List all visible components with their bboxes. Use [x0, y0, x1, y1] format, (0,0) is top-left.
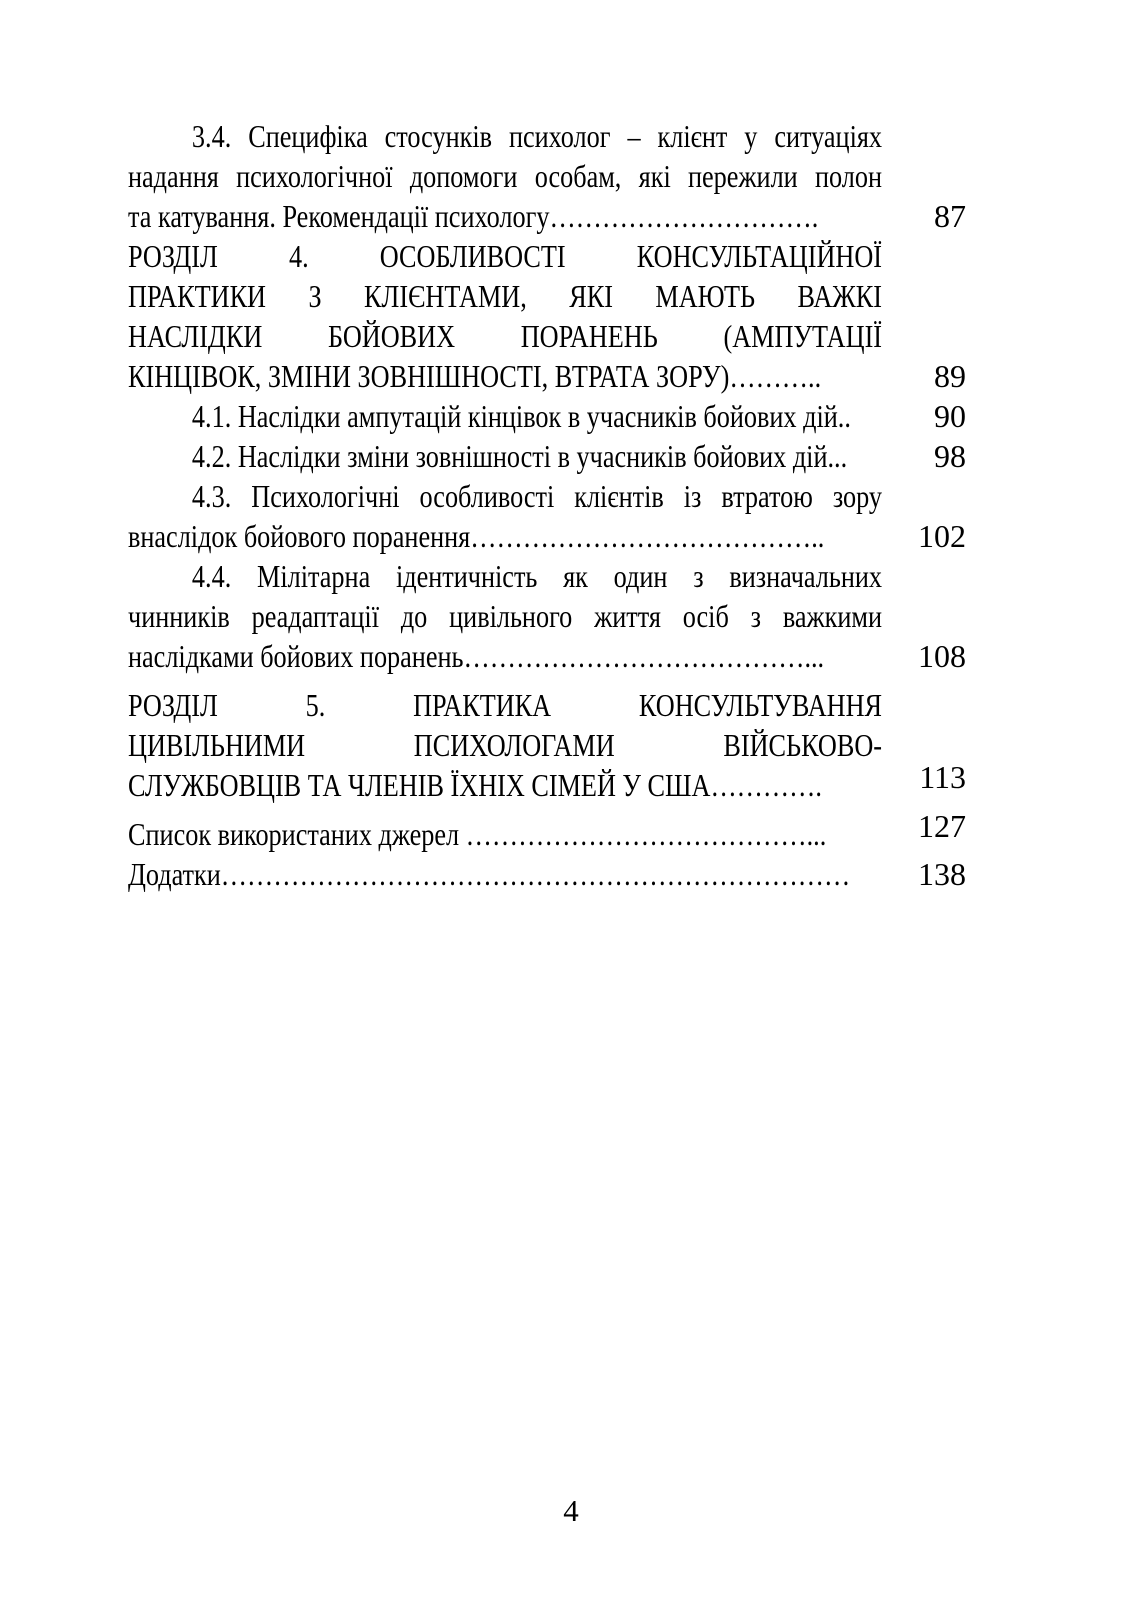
- toc-entry: [128, 396, 966, 436]
- toc-entry-line: 4.1. Наслідки ампутацій кінцівок в учасників бойових дій..: [191, 398, 851, 434]
- toc-entry-line: ПРАКТИКИ З КЛІЄНТАМИ, ЯКІ МАЮТЬ ВАЖКІ: [128, 278, 883, 314]
- toc-entry: [128, 685, 966, 805]
- toc-entry-line: РОЗДІЛ 4. ОСОБЛИВОСТІ КОНСУЛЬТАЦІЙНОЇ: [128, 238, 883, 274]
- toc-entry-line: внаслідок бойового поранення…………………………………..: [128, 518, 825, 554]
- table-of-contents: [128, 116, 966, 894]
- toc-entry-line: КІНЦІВОК, ЗМІНИ ЗОВНІШНОСТІ, ВТРАТА ЗОРУ)………..: [128, 358, 822, 394]
- toc-entry-page-number: 90: [934, 398, 966, 434]
- toc-entry-line: ЦИВІЛЬНИМИ ПСИХОЛОГАМИ ВІЙСЬКОВО-: [128, 727, 883, 763]
- toc-entry-text: [128, 556, 882, 676]
- toc-entry: [128, 556, 966, 676]
- toc-entry-page-number: 127: [918, 808, 966, 844]
- toc-entry: [128, 436, 966, 476]
- toc-entry-line: 3.4. Специфіка стосунків психолог – клієнт у ситуаціях: [191, 118, 883, 154]
- toc-entry-line: РОЗДІЛ 5. ПРАКТИКА КОНСУЛЬТУВАННЯ: [128, 687, 883, 723]
- toc-entry-page-number: 113: [919, 759, 966, 795]
- toc-entry-text: [128, 436, 882, 476]
- toc-entry: [128, 116, 966, 236]
- toc-entry-page-number: 138: [918, 856, 966, 892]
- toc-entry-text: [128, 236, 882, 396]
- toc-entry-page-number: 89: [934, 358, 966, 394]
- toc-entry-line: СЛУЖБОВЦІВ ТА ЧЛЕНІВ ЇХНІХ СІМЕЙ У США………….: [128, 767, 822, 803]
- toc-entry-line: надання психологічної допомоги особам, які пережили полон: [128, 158, 883, 194]
- toc-entry-page-number: 87: [934, 198, 966, 234]
- toc-entry-text: [128, 476, 882, 556]
- page-number: 4: [563, 1493, 579, 1528]
- toc-entry-line: 4.3. Психологічні особливості клієнтів із втратою зору: [191, 478, 883, 514]
- toc-entry-line: Додатки………………………………………………………………: [128, 856, 851, 892]
- toc-entry: [128, 476, 966, 556]
- toc-entry-page-number: 98: [934, 438, 966, 474]
- toc-entry-page-number: 108: [918, 638, 966, 674]
- toc-entry-text: [128, 854, 882, 894]
- toc-entry-line: наслідками бойових поранень…………………………………...: [128, 638, 825, 674]
- toc-entry: [128, 808, 966, 854]
- toc-entry-line: 4.2. Наслідки зміни зовнішності в учасників бойових дій...: [191, 438, 848, 474]
- toc-entry-line: 4.4. Мілітарна ідентичність як один з визначальних: [191, 558, 883, 594]
- toc-entry-page-number: 102: [918, 518, 966, 554]
- toc-entry-text: [128, 396, 882, 436]
- toc-entry-line: та катування. Рекомендації психологу………………………….: [128, 198, 819, 234]
- toc-entry-line: НАСЛІДКИ БОЙОВИХ ПОРАНЕНЬ (АМПУТАЦІЇ: [128, 318, 883, 354]
- toc-entry: [128, 854, 966, 894]
- toc-entry-line: Список використаних джерел …………………………………...: [128, 816, 827, 852]
- toc-entry-text: [128, 814, 882, 854]
- toc-entry-line: чинників реадаптації до цивільного життя осіб з важкими: [128, 598, 883, 634]
- toc-entry-text: [128, 685, 882, 805]
- toc-entry: [128, 236, 966, 396]
- toc-entry-text: [128, 116, 882, 236]
